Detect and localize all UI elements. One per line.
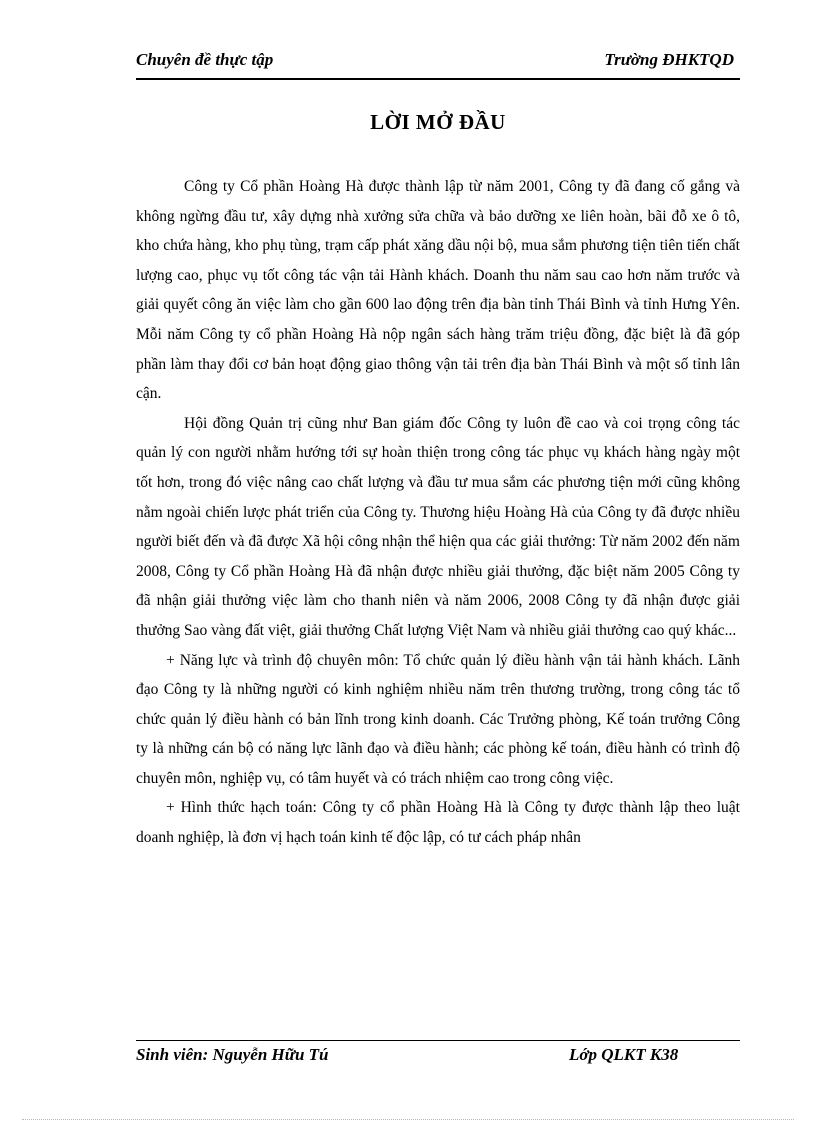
page-title: LỜI MỞ ĐẦU [370, 110, 506, 134]
paragraph-company-intro: Công ty Cổ phần Hoàng Hà được thành lập từ năm 2001, Công ty đã đang cố gắng và không ngừng đầu tư, xây dựng nhà xưởng sửa chữa và bảo dưỡng xe liên hoàn, bãi đỗ xe ô tô, kho chứa hàng, kho phụ tùng, trạm cấp phát xăng dầu nội bộ, mua sắm phương tiện tiên tiến chất lượng cao, phục vụ tốt công tác vận tải Hành khách. Doanh thu năm sau cao hơn năm trước và giải quyết công ăn việc làm cho gần 600 lao động trên địa bàn tỉnh Thái Bình và tỉnh Hưng Yên. Mỗi năm Công ty cổ phần Hoàng Hà nộp ngân sách hàng trăm triệu đồng, đặc biệt là đã góp phần làm thay đổi cơ bản hoạt động giao thông vận tải trên địa bàn Thái Bình và một số tỉnh lân cận. [136, 178, 740, 403]
header-topic: Chuyên đề thực tập [136, 50, 274, 69]
paragraph-capability: + Năng lực và trình độ chuyên môn: Tổ chức quản lý điều hành vận tải hành khách. Lãnh đạo Công ty là những người có kinh nghiệm nhiều năm trên thương trường, trong công tác tổ chức quản lý điều hành có bản lĩnh trong kinh doanh. Các Trưởng phòng, Kế toán trưởng Công ty là những cán bộ có năng lực lãnh đạo và điều hành; các phòng kế toán, điều hành có trình độ chuyên môn, nghiệp vụ, có tâm huyết và có trách nhiệm cao trong công việc. [136, 651, 740, 787]
page-footer [136, 1040, 740, 1071]
page-header [136, 48, 740, 80]
header-school: Trường ĐHKTQD [604, 50, 734, 69]
footer-student: Sinh viên: Nguyễn Hữu Tú [136, 1045, 329, 1064]
page-bottom-edge [22, 1119, 794, 1120]
footer-class: Lớp QLKT K38 [569, 1045, 679, 1064]
paragraph-accounting-form: + Hình thức hạch toán: Công ty cổ phần Hoàng Hà là Công ty được thành lập theo luật doanh nghiệp, là đơn vị hạch toán kinh tế độc lập, có tư cách pháp nhân [136, 799, 740, 847]
document-body [136, 172, 740, 853]
paragraph-management: Hội đồng Quản trị cũng như Ban giám đốc Công ty luôn đề cao và coi trọng công tác quản lý con người nhằm hướng tới sự hoàn thiện trong công tác phục vụ khách hàng ngày một tốt hơn, trong đó việc nâng cao chất lượng và đầu tư mua sắm các phương tiện mới cũng không nằm ngoài chiến lược phát triển của Công ty. Thương hiệu Hoàng Hà của Công ty đã được nhiều người biết đến và đã được Xã hội công nhận thể hiện qua các giải thưởng: Từ năm 2002 đến năm 2008, Công ty Cổ phần Hoàng Hà đã nhận được nhiều giải thưởng, đặc biệt năm 2005 Công ty đã nhận giải thưởng việc làm cho thanh niên và năm 2006, 2008 Công ty đã nhận được giải thưởng Sao vàng đất việt, giải thưởng Chất lượng Việt Nam và nhiều giải thưởng cao quý khác... [136, 414, 740, 639]
